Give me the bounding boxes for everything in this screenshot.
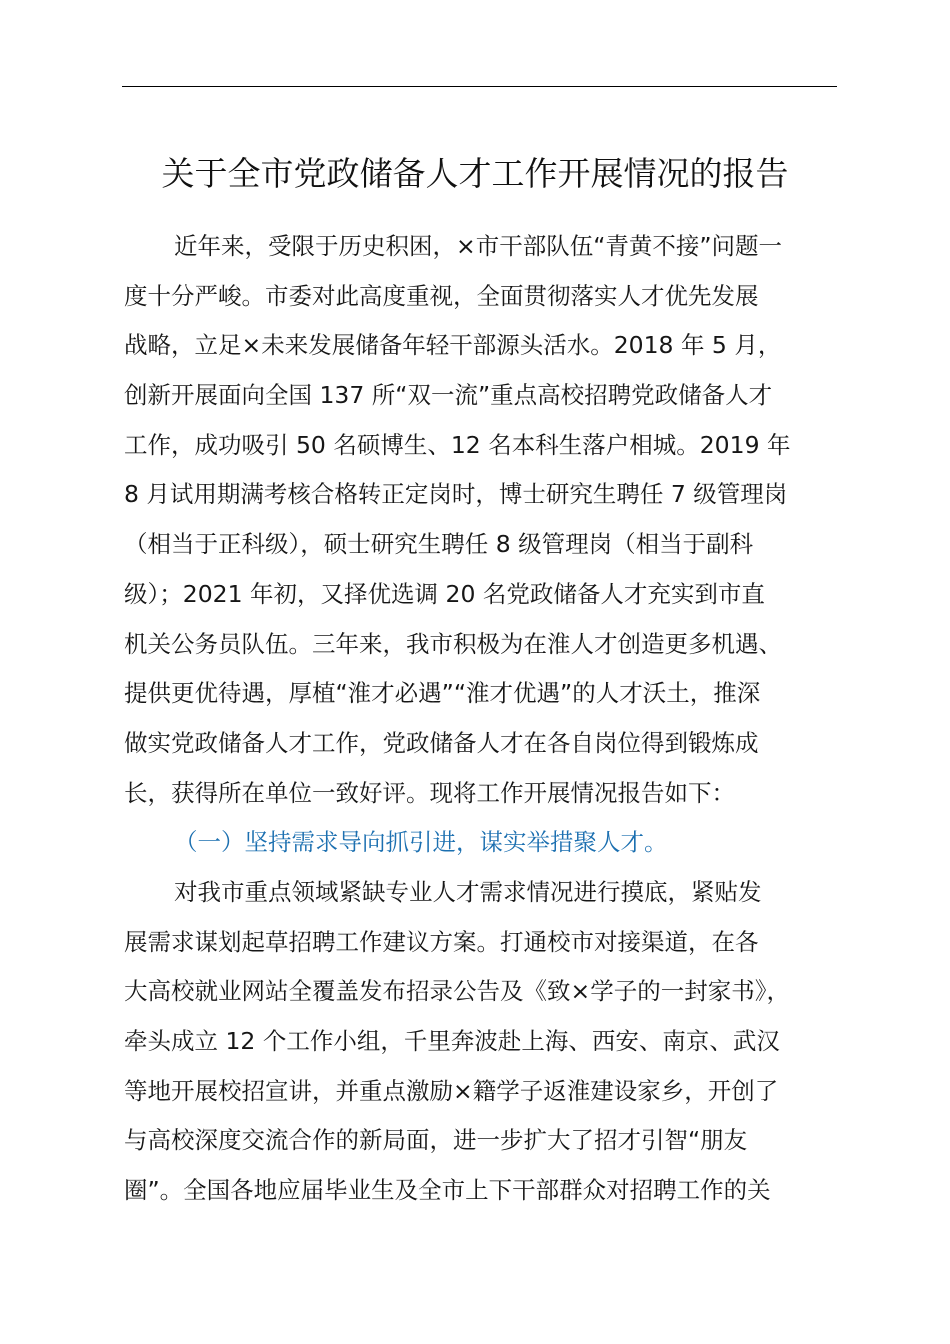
paragraph-line: 战略，立足×未来发展储备年轻干部源头活水。2018 年 5 月，: [124, 331, 782, 360]
section-heading: （一）坚持需求导向抓引进，谋实举措聚人才。: [174, 828, 668, 857]
paragraph-line: 近年来，受限于历史积困，×市干部队伍“青黄不接”问题一: [174, 232, 783, 260]
paragraph-line: 创新开展面向全国 137 所“双一流”重点高校招聘党政储备人才: [124, 381, 773, 410]
paragraph-line: 8 月试用期满考核合格转正定岗时，博士研究生聘任 7 级管理岗: [124, 480, 788, 509]
paragraph-line: 提供更优待遇，厚植“淮才必遇”“淮才优遇”的人才沃土，推深: [124, 679, 761, 708]
paragraph-line: 工作，成功吸引 50 名硕博生、12 名本科生落户相城。2019 年: [124, 430, 791, 459]
paragraph-line: 与高校深度交流合作的新局面，进一步扩大了招才引智“朋友: [124, 1126, 748, 1155]
document-title: 关于全市党政储备人才工作开展情况的报告: [161, 154, 789, 193]
paragraph-line: 对我市重点领域紧缺专业人才需求情况进行摸底，紧贴发: [174, 877, 762, 906]
paragraph-line: 机关公务员队伍。三年来，我市积极为在淮人才创造更多机遇、: [124, 629, 782, 658]
paragraph-line: 度十分严峻。市委对此高度重视，全面贯彻落实人才优先发展: [124, 281, 759, 310]
paragraph-line: 展需求谋划起草招聘工作建议方案。打通校市对接渠道，在各: [124, 927, 759, 956]
paragraph-line: 做实党政储备人才工作，党政储备人才在各自岗位得到锻炼成: [124, 728, 759, 757]
paragraph-line: 牵头成立 12 个工作小组，千里奔波赴上海、西安、南京、武汉: [124, 1027, 780, 1055]
paragraph-line: 长，获得所在单位一致好评。现将工作开展情况报告如下：: [124, 778, 735, 807]
paragraph-line: 大高校就业网站全覆盖发布招录公告及《致×学子的一封家书》，: [124, 977, 790, 1006]
paragraph-line: 等地开展校招宣讲，并重点激励×籍学子返淮建设家乡，开创了: [124, 1076, 779, 1105]
paragraph-line: 级）；2021 年初，又择优选调 20 名党政储备人才充实到市直: [124, 579, 765, 608]
paragraph-line: 圈”。全国各地应届毕业生及全市上下干部群众对招聘工作的关: [124, 1176, 771, 1205]
paragraph-line: （相当于正科级），硕士研究生聘任 8 级管理岗（相当于副科: [124, 530, 754, 559]
header-rule: [122, 86, 837, 87]
document-body: [124, 222, 844, 1216]
